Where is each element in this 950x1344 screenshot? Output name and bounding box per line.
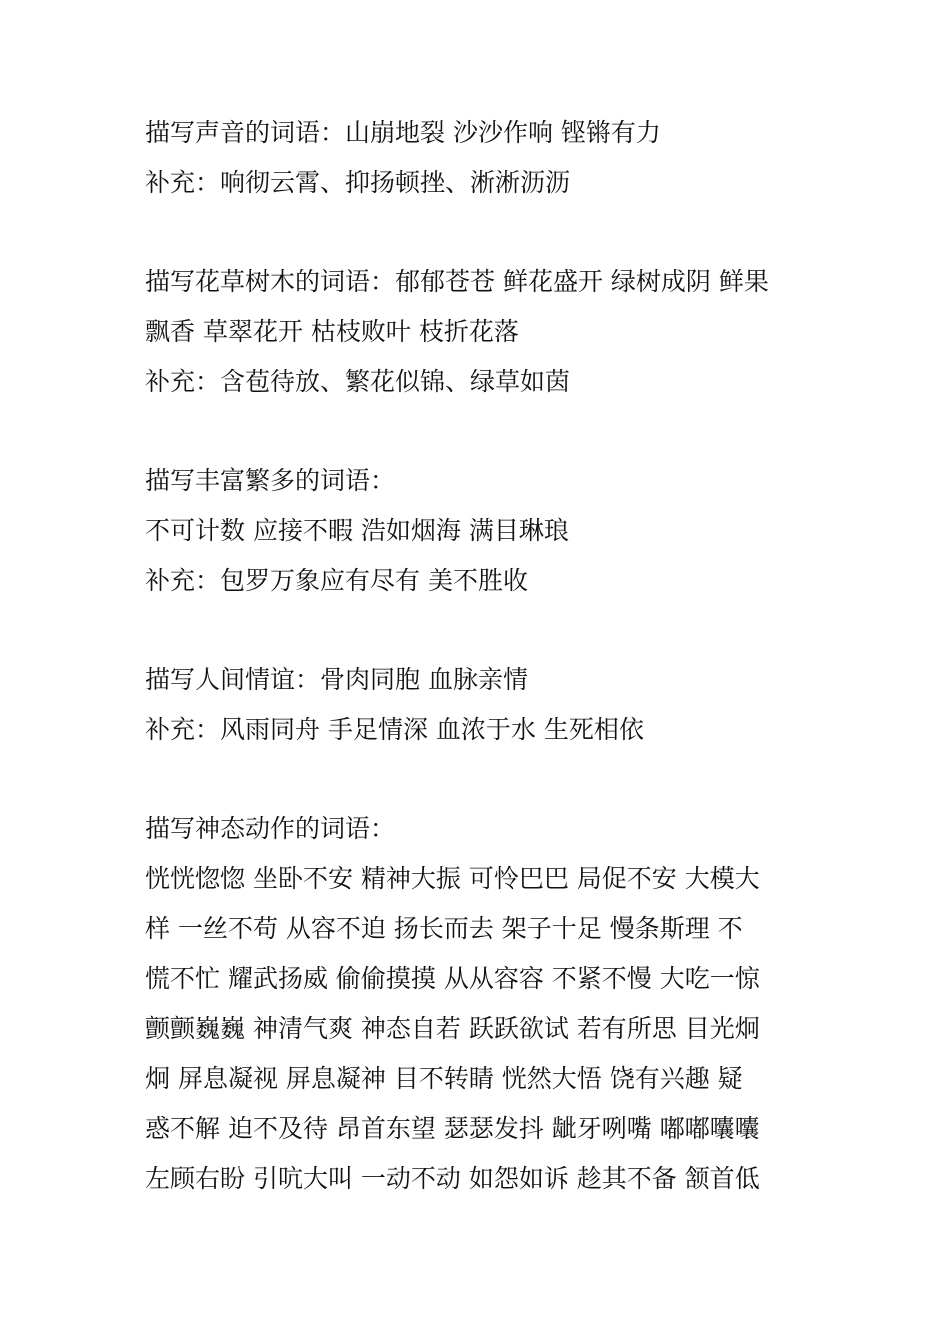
- paragraph-gap: [145, 208, 810, 257]
- text-line: 描写丰富繁多的词语：: [145, 466, 396, 495]
- text-line: 颤颤巍巍 神清气爽 神态自若 跃跃欲试 若有所思 目光炯: [145, 1014, 760, 1043]
- text-line: 样 一丝不苟 从容不迫 扬长而去 架子十足 慢条斯理 不: [145, 914, 743, 943]
- text-line: 描写人间情谊：骨肉同胞 血脉亲情: [145, 665, 528, 694]
- text-line: 描写声音的词语：山崩地裂 沙沙作响 铿锵有力: [145, 118, 661, 147]
- text-line: 恍恍惚惚 坐卧不安 精神大振 可怜巴巴 局促不安 大模大: [145, 864, 760, 893]
- paragraph-gap: [145, 755, 810, 804]
- paragraph-gap: [145, 407, 810, 456]
- text-line: 飘香 草翠花开 枯枝败叶 枝折花落: [145, 317, 519, 346]
- text-line: 补充：响彻云霄、抑扬顿挫、淅淅沥沥: [145, 168, 571, 197]
- paragraph-gap: [145, 606, 810, 655]
- text-line: 描写花草树木的词语：郁郁苍苍 鲜花盛开 绿树成阴 鲜果: [145, 267, 769, 296]
- text-line: 补充：风雨同舟 手足情深 血浓于水 生死相依: [145, 715, 644, 744]
- text-line: 炯 屏息凝视 屏息凝神 目不转睛 恍然大悟 饶有兴趣 疑: [145, 1064, 743, 1093]
- text-line: 不可计数 应接不暇 浩如烟海 满目琳琅: [145, 516, 569, 545]
- document-body: [145, 108, 810, 1204]
- text-line: 描写神态动作的词语：: [145, 814, 396, 843]
- text-line: 补充：含苞待放、繁花似锦、绿草如茵: [145, 367, 571, 396]
- text-line: 补充：包罗万象应有尽有 美不胜收: [145, 566, 528, 595]
- text-line: 左顾右盼 引吭大叫 一动不动 如怨如诉 趁其不备 颔首低: [145, 1164, 760, 1193]
- text-line: 惑不解 迫不及待 昂首东望 瑟瑟发抖 龇牙咧嘴 嘟嘟囔囔: [145, 1114, 760, 1143]
- text-line: 慌不忙 耀武扬威 偷偷摸摸 从从容容 不紧不慢 大吃一惊: [145, 964, 760, 993]
